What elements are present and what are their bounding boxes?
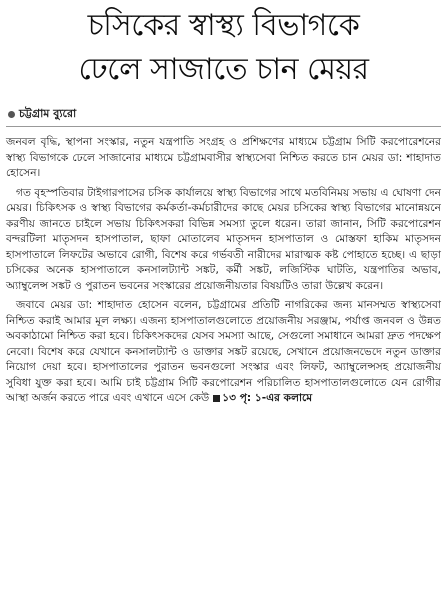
byline-row [6,106,441,122]
paragraph-3 [6,298,441,407]
news-clipping [6,4,441,601]
article-body [6,135,441,407]
headline-line-2: ঢেলে সাজাতে চান মেয়র [78,52,369,87]
paragraph-2: গত বৃহস্পতিবার টাইগারপাসের চসিক কার্যালয়ে স্বাস্থ্য বিভাগের সাথে মতবিনিময় সভায় এ ঘোষণা দেন মেয়র। চিকিৎসক ও স্বাস্থ্য বিভাগের কর্মকর্তা-কর্মচারীদের কাছে মেয়র চসিকের স্বাস্থ্য বিভাগের মানোন্নয়নে করণীয় জানতে চাইলে সভায় চিকিৎসকরা বিভিন্ন সমস্যা তুলে ধরেন। তারা জানান, সিটি করপোরেশন বন্দরটিলা মাতৃসদন হাসপাতাল, ছাফা মোতালেব মাতৃসদন হাসপাতাল ও মোস্তফা হাকিম মাতৃসদন হাসপাতালে লিফটের অভাবে রোগী, বিশেষ করে গর্ভবতী নারীদের মারাত্মক কষ্ট পোহাতে হচ্ছে। এ ছাড়া চসিকের অনেক হাসপাতালে কনসালট্যান্ট সঙ্কট, কর্মী সঙ্কট, লজিস্টিক ঘাটতি, যন্ত্রপাতির অভাব, অ্যাম্বুলেন্স সঙ্কট ও পুরাতন ভবনের সংস্কারের প্রয়োজনীয়তার বিষয়টিও তারা উল্লেখ করেন। [6,186,441,292]
continuation-text: ১৩ পৃ: ১-এর কলামে [222,392,313,404]
bullet-icon [8,111,15,118]
paragraph-1: জনবল বৃদ্ধি, স্থাপনা সংস্কার, নতুন যন্ত্রপাতি সংগ্রহ ও প্রশিক্ষণের মাধ্যমে চট্টগ্রাম সিটি করপোরেশনের স্বাস্থ্য বিভাগকে ঢেলে সাজানোর মাধ্যমে চট্টগ্রামবাসীর স্বাস্থ্যসেবা নিশ্চিত করতে চান মেয়র ডা: শাহাদাত হোসেন। [6,136,441,179]
divider [6,126,441,127]
square-bullet-icon [213,395,220,402]
headline [6,4,441,92]
headline-line-1: চসিকের স্বাস্থ্য বিভাগকে [87,8,360,43]
continuation-marker [209,392,312,404]
byline: চট্টগ্রাম ব্যুরো [19,106,77,120]
paragraph-3-text: জবাবে মেয়র ডা: শাহাদাত হোসেন বলেন, চট্টগ্রামের প্রতিটি নাগরিকের জন্য মানসম্মত স্বাস্থ্যসেবা নিশ্চিত করাই আমার মূল লক্ষ্য। এজন্য হাসপাতালগুলোতে প্রয়োজনীয় সরঞ্জাম, পর্যাপ্ত জনবল ও উন্নত অবকাঠামো নিশ্চিত করা হবে। চিকিৎসকদের যেসব সমস্যা আছে, সেগুলো সমাধানে আমরা দ্রুত পদক্ষেপ নেবো। বিশেষ করে যেখানে কনসালট্যান্ট ও ডাক্তার সঙ্কট রয়েছে, সেখানে প্রয়োজনভেদে নতুন ডাক্তার নিয়োগ দেয়া হবে। হাসপাতালের পুরাতন ভবনগুলো সংস্কার এবং লিফট, অ্যাম্বুলেন্সসহ প্রয়োজনীয় সুবিধা যুক্ত করা হবে। আমি চাই চট্টগ্রাম সিটি করপোরেশন পরিচালিত হাসপাতালগুলোতে যেন রোগীর আস্থা অর্জন করতে পারে এবং এখানে এসে কেউ [6,299,441,404]
